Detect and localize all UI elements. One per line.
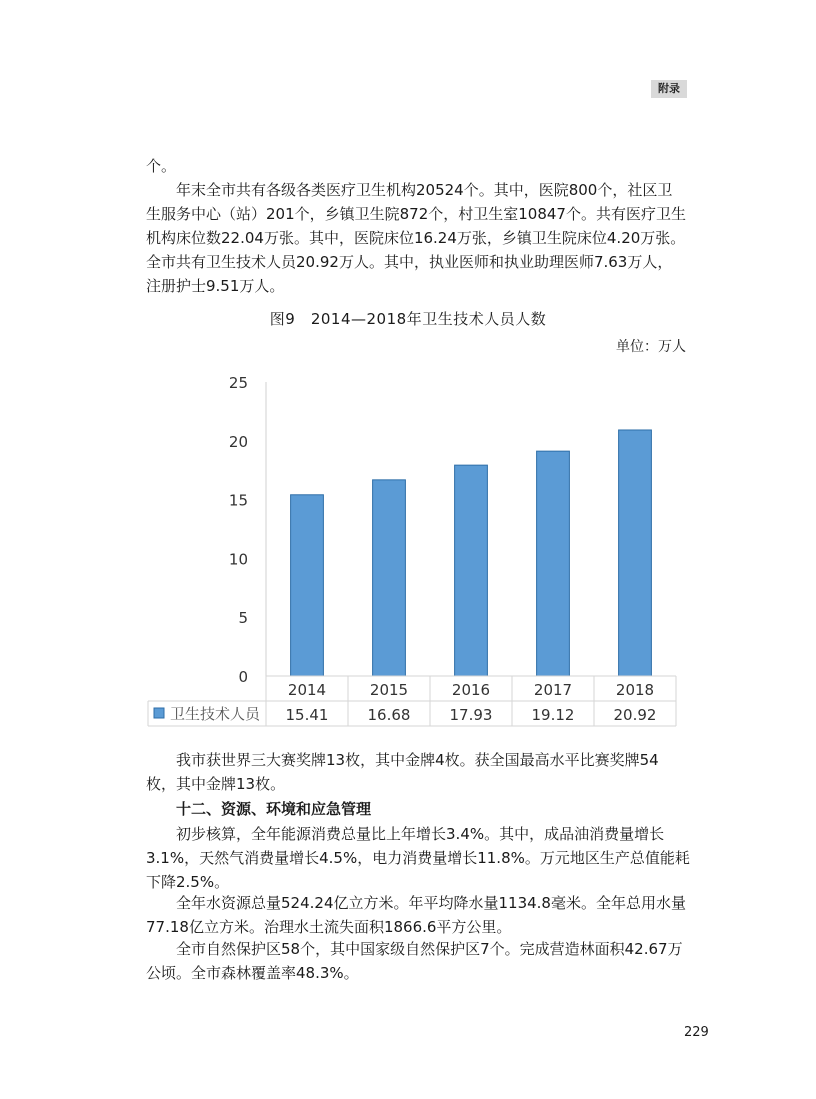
bar <box>619 430 652 676</box>
data-value-label: 16.68 <box>367 706 411 724</box>
text-line: 枚，其中金牌13枚。 <box>146 775 286 793</box>
x-tick-label: 2018 <box>615 681 655 699</box>
bar <box>373 480 406 676</box>
y-tick-label: 25 <box>228 374 248 392</box>
bar <box>537 451 570 676</box>
heading-text: 十二、资源、环境和应急管理 <box>176 800 372 818</box>
paragraph-continuation <box>146 154 690 178</box>
text-line: 注册护士9.51万人。 <box>146 277 285 295</box>
x-tick-label: 2017 <box>533 681 573 699</box>
section-tag: 附录 <box>651 80 687 98</box>
text-line: 下降2.5%。 <box>146 873 230 891</box>
data-value-label: 15.41 <box>285 706 329 724</box>
text-line: 77.18亿立方米。治理水土流失面积1866.6平方公里。 <box>146 918 512 936</box>
bar <box>455 465 488 676</box>
x-tick-label: 2014 <box>287 681 327 699</box>
text-line: 生服务中心（站）201个，乡镇卫生院872个，村卫生室10847个。共有医疗卫生 <box>146 205 686 223</box>
text-line: 3.1%，天然气消费量增长4.5%，电力消费量增长11.8%。万元地区生产总值能耗 <box>146 849 690 867</box>
text-line: 公顷。全市森林覆盖率48.3%。 <box>146 964 359 982</box>
bar-chart <box>140 362 680 734</box>
section-heading <box>146 797 690 821</box>
text-line: 我市获世界三大赛奖牌13枚，其中金牌4枚。获全国最高水平比赛奖牌54 <box>176 751 659 769</box>
text-line: 全年水资源总量524.24亿立方米。年平均降水量1134.8毫米。全年总用水量 <box>176 894 686 912</box>
text-line: 初步核算，全年能源消费总量比上年增长3.4%。其中，成品油消费量增长 <box>176 825 665 843</box>
y-tick-label: 10 <box>228 550 248 569</box>
y-tick-label: 20 <box>228 432 248 451</box>
text-line: 个。 <box>146 157 177 175</box>
bar <box>291 495 324 676</box>
paragraph-energy <box>146 822 690 894</box>
figure-title: 图9 2014—2018年卫生技术人员人数 <box>269 310 547 328</box>
data-value-label: 19.12 <box>531 706 575 724</box>
data-value-label: 17.93 <box>449 706 493 724</box>
paragraph-healthcare <box>146 178 690 298</box>
x-tick-label: 2016 <box>451 681 491 699</box>
paragraph-water <box>146 891 690 939</box>
figure-unit: 单位：万人 <box>616 339 686 355</box>
page-number: 229 <box>684 1025 709 1040</box>
text-line: 机构床位数22.04万张。其中，医院床位16.24万张，乡镇卫生院床位4.20万张。 <box>146 229 686 247</box>
text-line: 年末全市共有各级各类医疗卫生机构20524个。其中，医院800个，社区卫 <box>176 181 673 199</box>
paragraph-sports <box>146 748 690 796</box>
y-tick-label: 15 <box>228 491 248 510</box>
paragraph-forest <box>146 937 690 985</box>
text-line: 全市共有卫生技术人员20.92万人。其中，执业医师和执业助理医师7.63万人， <box>146 253 673 271</box>
y-tick-label: 5 <box>238 609 248 628</box>
legend-label: 卫生技术人员 <box>170 705 261 723</box>
text-line: 全市自然保护区58个，其中国家级自然保护区7个。完成营造林面积42.67万 <box>176 940 683 958</box>
legend-swatch <box>154 708 164 718</box>
y-tick-label: 0 <box>238 668 248 686</box>
data-value-label: 20.92 <box>613 706 657 724</box>
x-tick-label: 2015 <box>369 681 409 699</box>
